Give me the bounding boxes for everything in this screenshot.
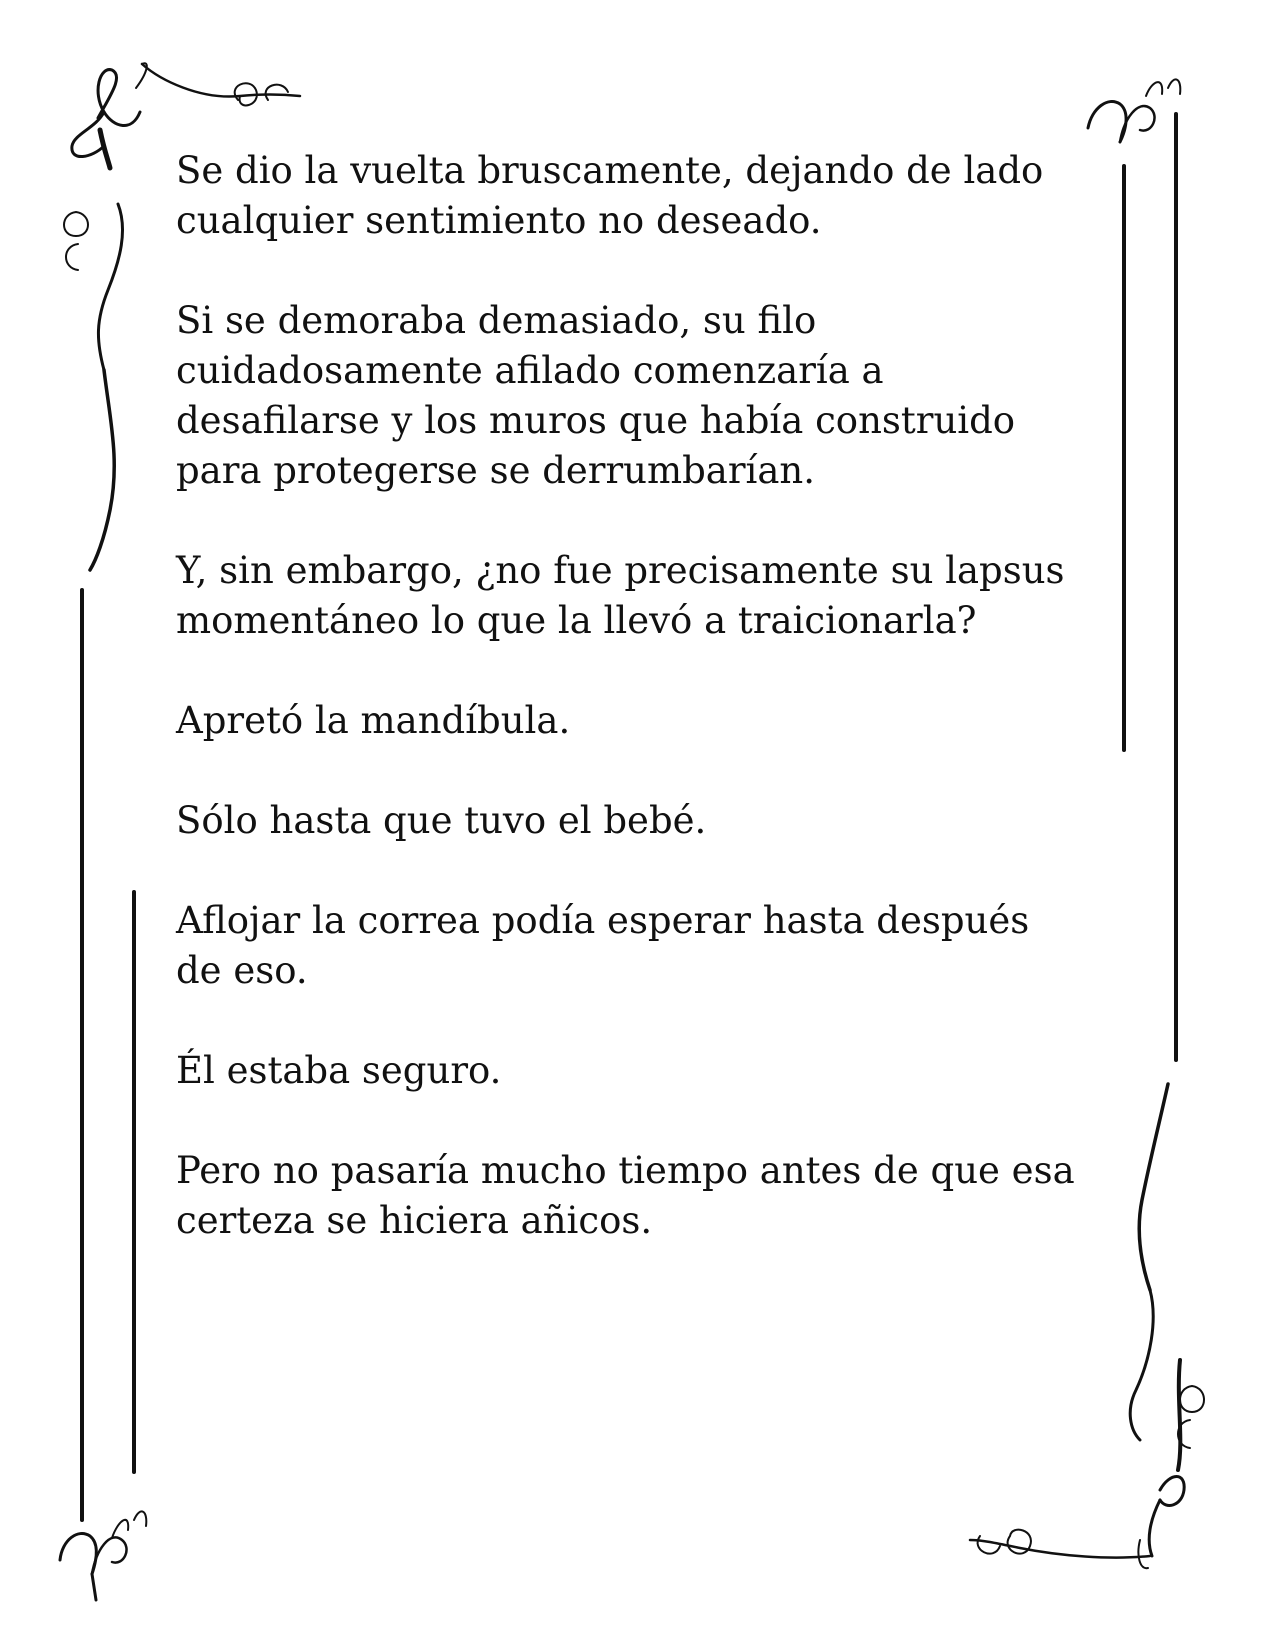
paragraph-3: Y, sin embargo, ¿no fue precisamente su lapsus momentáneo lo que la llevó a traicionarla? (176, 549, 1065, 642)
paragraph-7: Él estaba seguro. (176, 1049, 502, 1092)
paragraph-6: Aflojar la correa podía esperar hasta después de eso. (176, 899, 1030, 992)
paragraph-2: Si se demoraba demasiado, su filo cuidadosamente afilado comenzaría a desafilarse y los muros que había construido para protegerse se derrumbarían. (176, 299, 1016, 492)
bottom-left-flourish-icon (60, 1511, 146, 1600)
paragraph-8: Pero no pasaría mucho tiempo antes de que esa certeza se hiciera añicos. (176, 1149, 1075, 1242)
paragraph-4: Apretó la mandíbula. (176, 699, 571, 742)
paragraph-1: Se dio la vuelta bruscamente, dejando de lado cualquier sentimiento no deseado. (176, 149, 1044, 242)
story-text (176, 146, 1106, 1296)
paragraph-5: Sólo hasta que tuvo el bebé. (176, 799, 707, 842)
top-right-flourish-icon (1088, 79, 1180, 142)
